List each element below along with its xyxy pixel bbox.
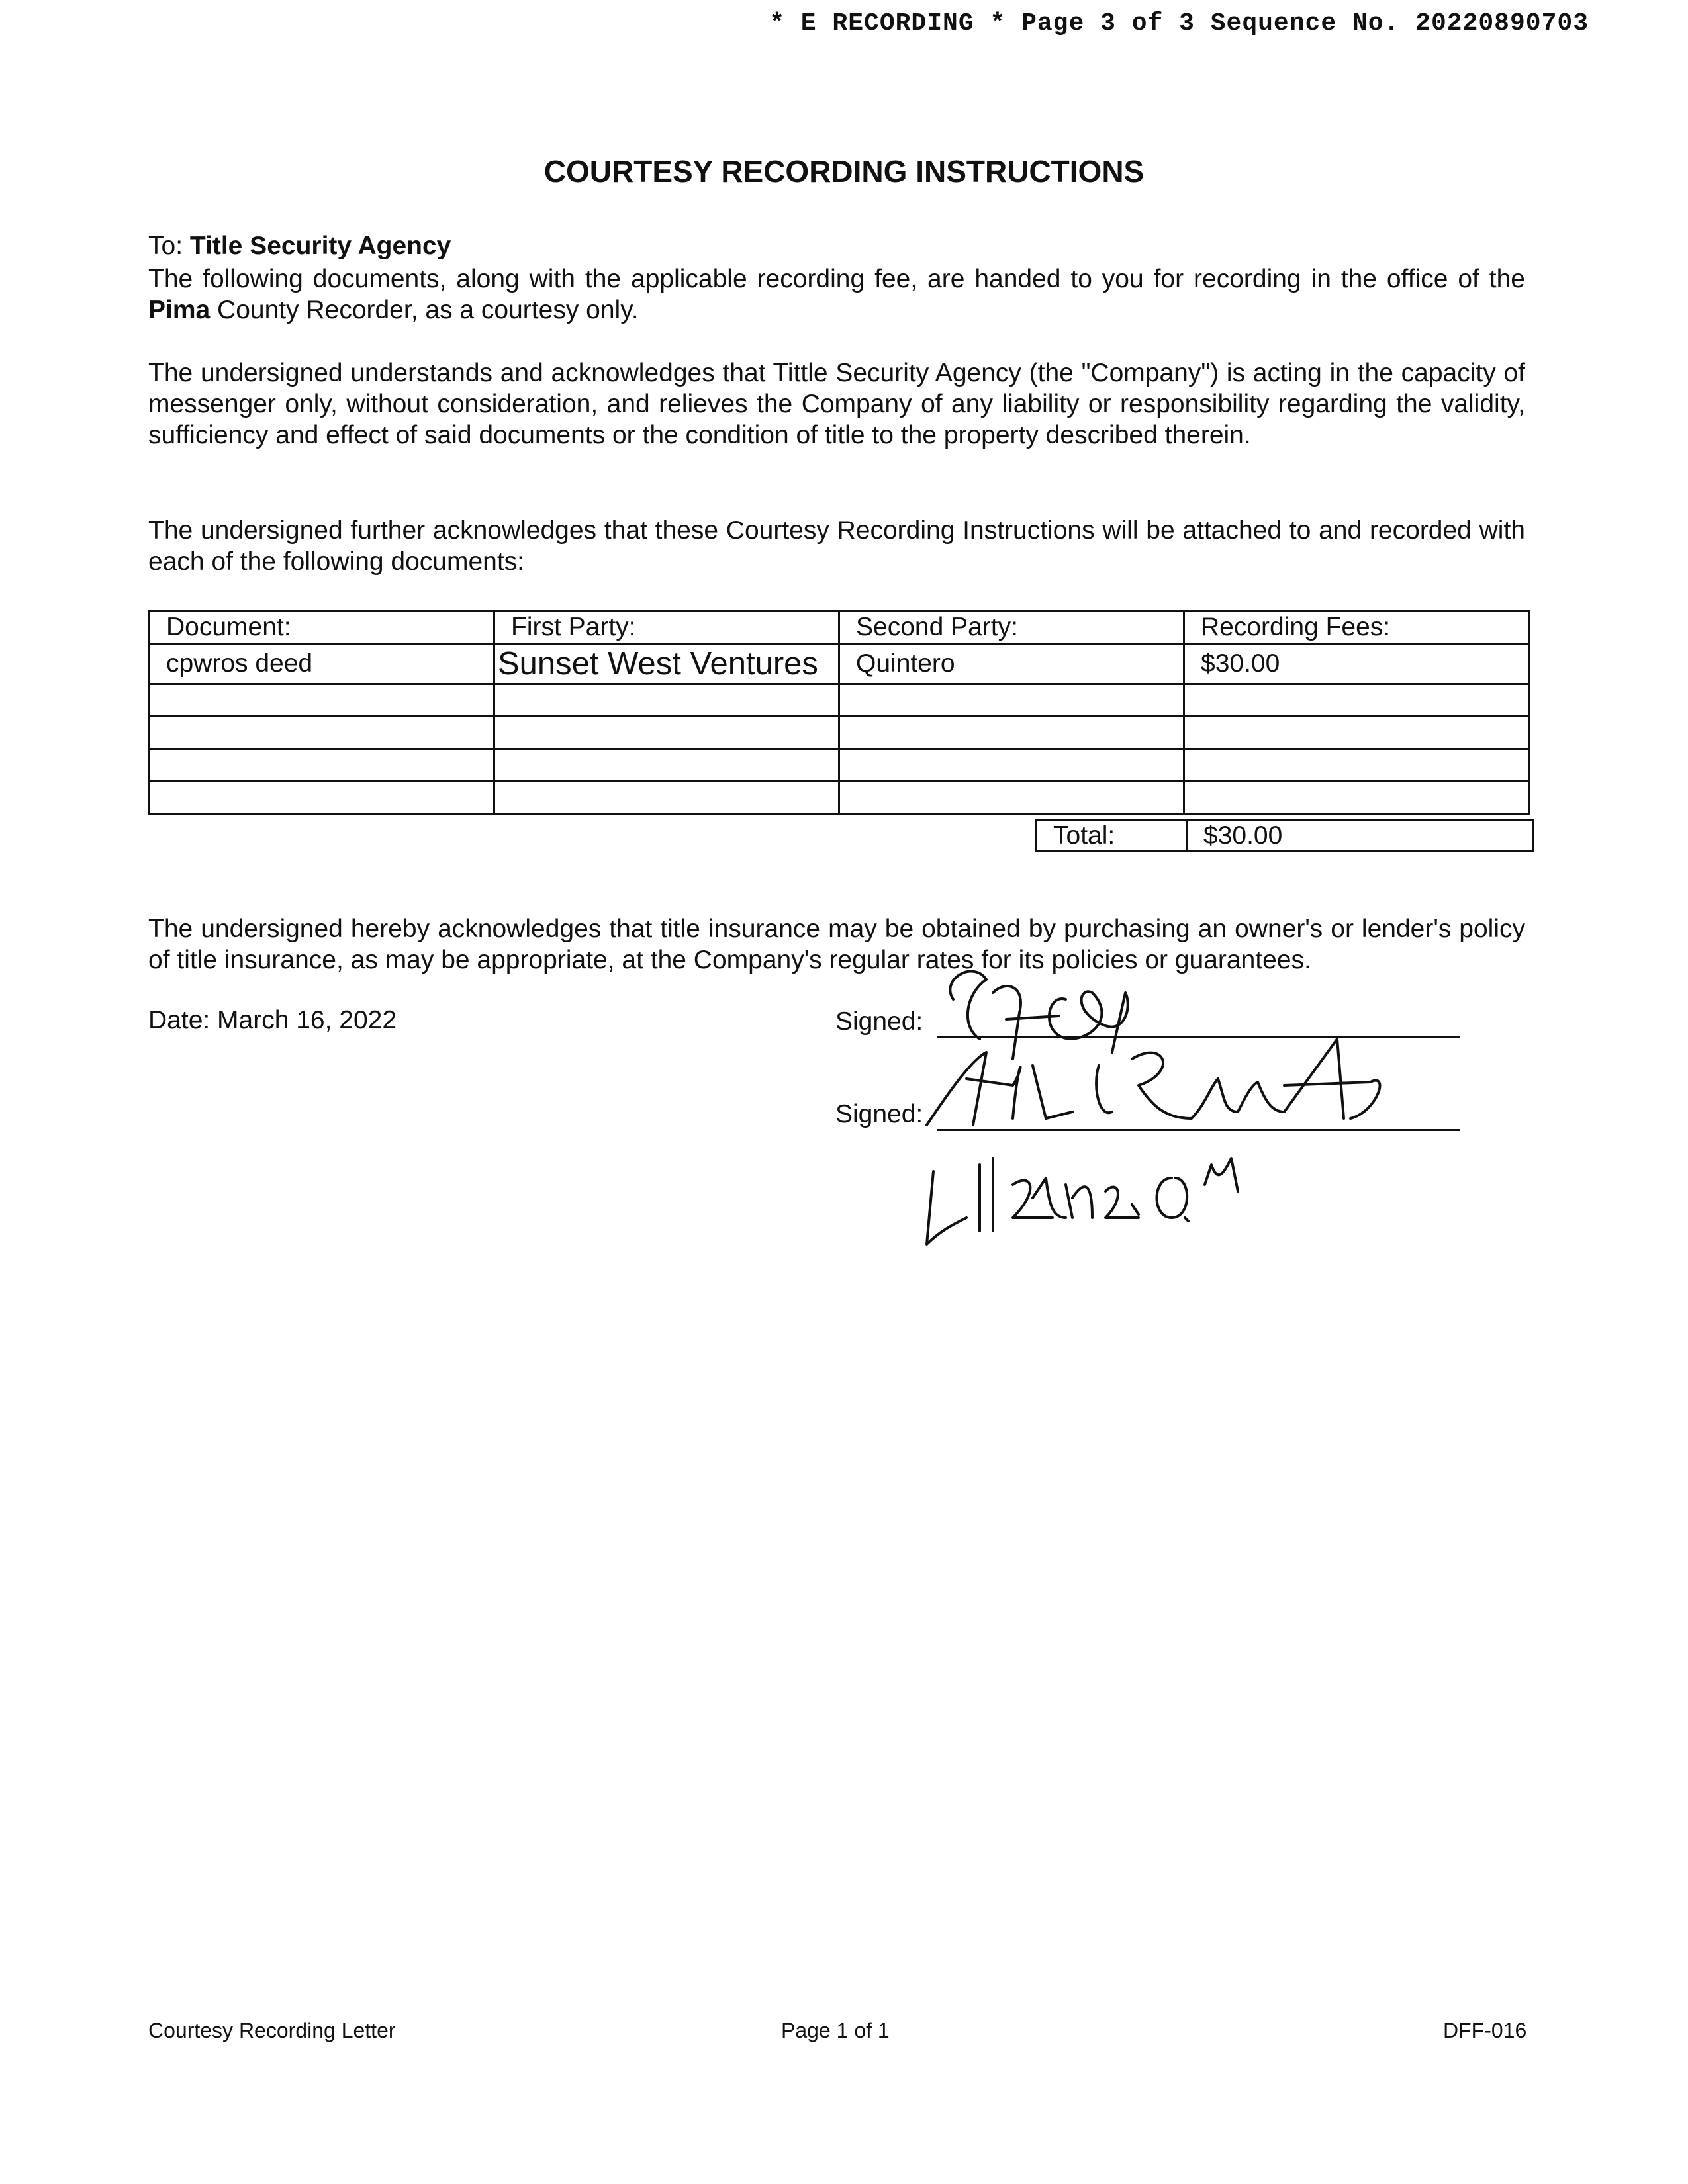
county-name: Pima [148, 296, 211, 324]
total-label: Total: [1037, 821, 1187, 852]
table-row [150, 749, 1529, 782]
cell-second-party [839, 717, 1184, 749]
date-line: Date: March 16, 2022 [148, 1006, 397, 1034]
cell-recording-fee [1184, 684, 1529, 717]
table-row [150, 782, 1529, 814]
cell-first-party [494, 717, 839, 749]
intro-text-2: County Recorder, as a courtesy only. [210, 296, 639, 324]
footer-page-number: Page 1 of 1 [781, 2019, 890, 2042]
agency-name: Title Security Agency [189, 232, 451, 260]
attachment-paragraph: The undersigned further acknowledges that these Courtesy Recording Instructions will be attached to and recorded with each of the following documents: [148, 516, 1525, 576]
cell-document [150, 684, 494, 717]
cell-first-party: Sunset West Ventures [494, 644, 839, 684]
cell-second-party [839, 749, 1184, 782]
cell-document: cpwros deed [150, 644, 494, 684]
table-row [150, 717, 1529, 749]
recipient-line [148, 232, 451, 261]
header-first-party: First Party: [494, 612, 839, 644]
handwritten-name-drawing [927, 1158, 1238, 1244]
cell-first-party [494, 684, 839, 717]
documents-table [148, 610, 1530, 815]
cell-second-party [839, 782, 1184, 814]
cell-second-party: Quintero [839, 644, 1184, 684]
header-document: Document: [150, 612, 494, 644]
table-row [150, 684, 1529, 717]
total-row [1035, 819, 1534, 852]
liability-paragraph: The undersigned understands and acknowledges that Tittle Security Agency (the "Company") is acting in the capacity of messenger only, without consideration, and relieves the Company of any liability or responsibility regarding the validity, sufficiency and effect of said documents or the condition of title to the property described therein. [148, 359, 1525, 449]
intro-paragraph [148, 263, 1525, 326]
cell-first-party [494, 749, 839, 782]
recording-stamp: * E RECORDING * Page 3 of 3 Sequence No. 20220890703 [769, 9, 1589, 38]
cell-recording-fee [1184, 782, 1529, 814]
handwritten-signatures [914, 953, 1456, 1271]
header-second-party: Second Party: [839, 612, 1184, 644]
title-insurance-paragraph: The undersigned hereby acknowledges that title insurance may be obtained by purchasing an owner's or lender's policy of title insurance, as may be appropriate, at the Company's regular rates for its policies or guarantees. [148, 915, 1525, 974]
signature-scribble-2 [927, 1039, 1380, 1125]
cell-recording-fee [1184, 717, 1529, 749]
total-value: $30.00 [1187, 821, 1533, 852]
table-header-row [150, 612, 1529, 644]
cell-recording-fee [1184, 749, 1529, 782]
cell-document [150, 782, 494, 814]
cell-second-party [839, 684, 1184, 717]
cell-document [150, 749, 494, 782]
signed-label-1: Signed: [835, 1007, 923, 1036]
footer-document-name: Courtesy Recording Letter [148, 2019, 396, 2042]
to-label: To: [148, 232, 183, 260]
signature-scribble-1 [950, 972, 1127, 1059]
intro-text-1: The following documents, along with the applicable recording fee, are handed to you for recording in the office of the [148, 265, 1525, 293]
table-row [150, 644, 1529, 684]
cell-recording-fee: $30.00 [1184, 644, 1529, 684]
cell-first-party [494, 782, 839, 814]
page-title: COURTESY RECORDING INSTRUCTIONS [543, 154, 1145, 189]
signed-label-2: Signed: [835, 1100, 923, 1128]
cell-document [150, 717, 494, 749]
footer-form-code: DFF-016 [1443, 2019, 1527, 2042]
header-recording-fees: Recording Fees: [1184, 612, 1529, 644]
